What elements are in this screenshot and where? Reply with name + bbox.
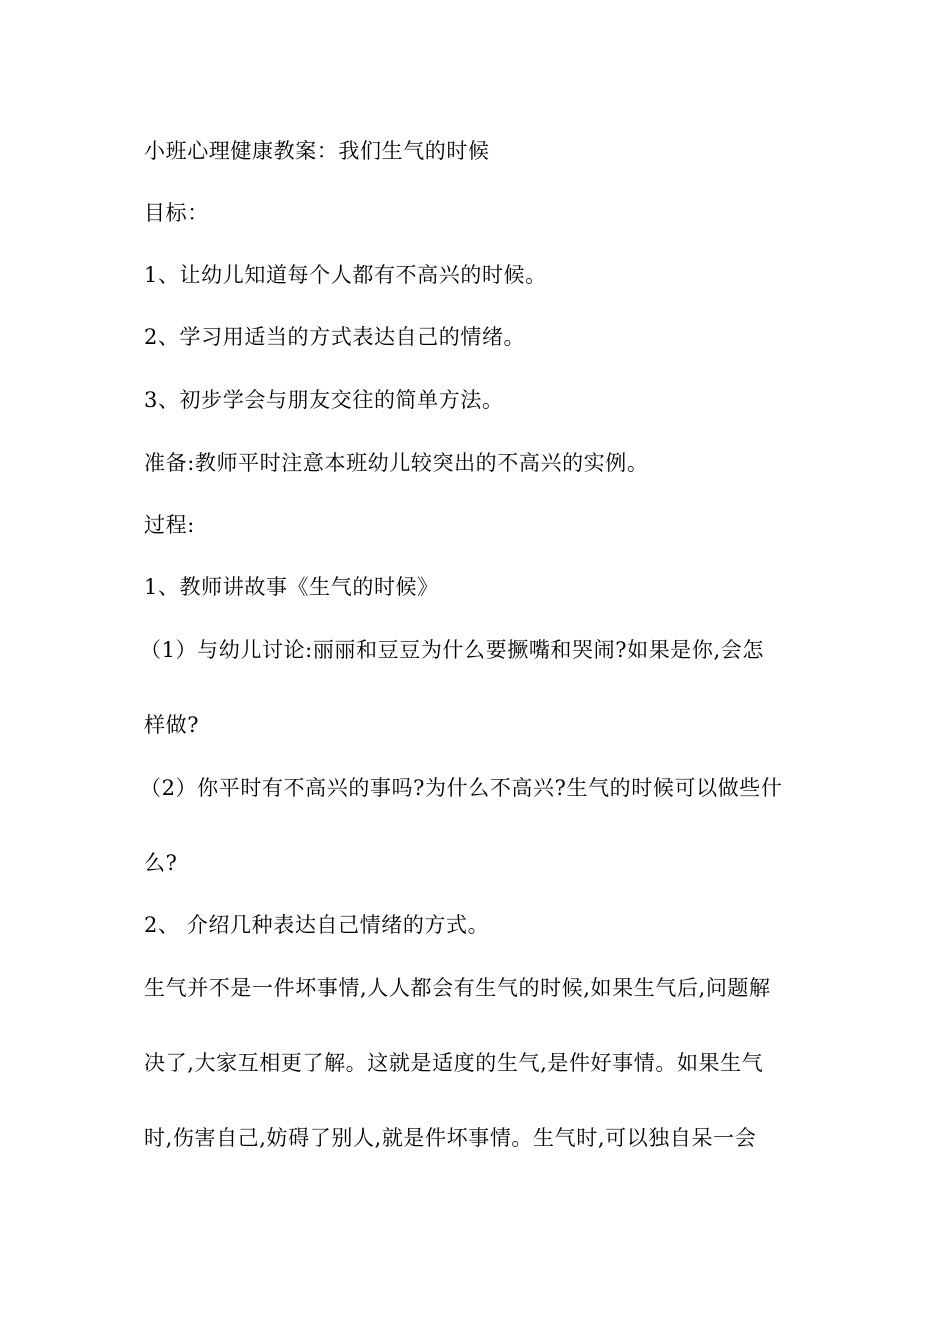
goal-item-3: 3、初步学会与朋友交往的简单方法。 <box>144 388 504 412</box>
process-heading: 过程: <box>144 513 195 537</box>
step1-question-2-line-2: 么? <box>144 851 178 875</box>
paragraph-line-3: 时,伤害自己,妨碍了别人,就是件坏事情。生气时,可以独自呆一会 <box>144 1126 757 1150</box>
document-title: 小班心理健康教案：我们生气的时候 <box>144 139 490 163</box>
goal-item-1: 1、让幼儿知道每个人都有不高兴的时候。 <box>144 263 547 287</box>
goal-item-2: 2、学习用适当的方式表达自己的情绪。 <box>144 325 526 349</box>
process-step-1: 1、教师讲故事《生气的时候》 <box>144 575 439 599</box>
process-step-2: 2、 介绍几种表达自己情绪的方式。 <box>144 913 490 937</box>
paragraph-line-1: 生气并不是一件坏事情,人人都会有生气的时候,如果生气后,问题解 <box>144 976 771 1000</box>
step1-question-2-line-1: （2）你平时有不高兴的事吗?为什么不高兴?生气的时候可以做些什 <box>140 776 783 800</box>
paragraph-line-2: 决了,大家互相更了解。这就是适度的生气,是件好事情。如果生气 <box>144 1051 764 1075</box>
step1-question-1-line-2: 样做? <box>144 713 200 737</box>
step1-question-1-line-1: （1）与幼儿讨论:丽丽和豆豆为什么要撅嘴和哭闹?如果是你,会怎 <box>140 638 764 662</box>
preparation-text: 准备:教师平时注意本班幼儿较突出的不高兴的实例。 <box>144 451 649 475</box>
goal-heading: 目标： <box>144 201 209 225</box>
